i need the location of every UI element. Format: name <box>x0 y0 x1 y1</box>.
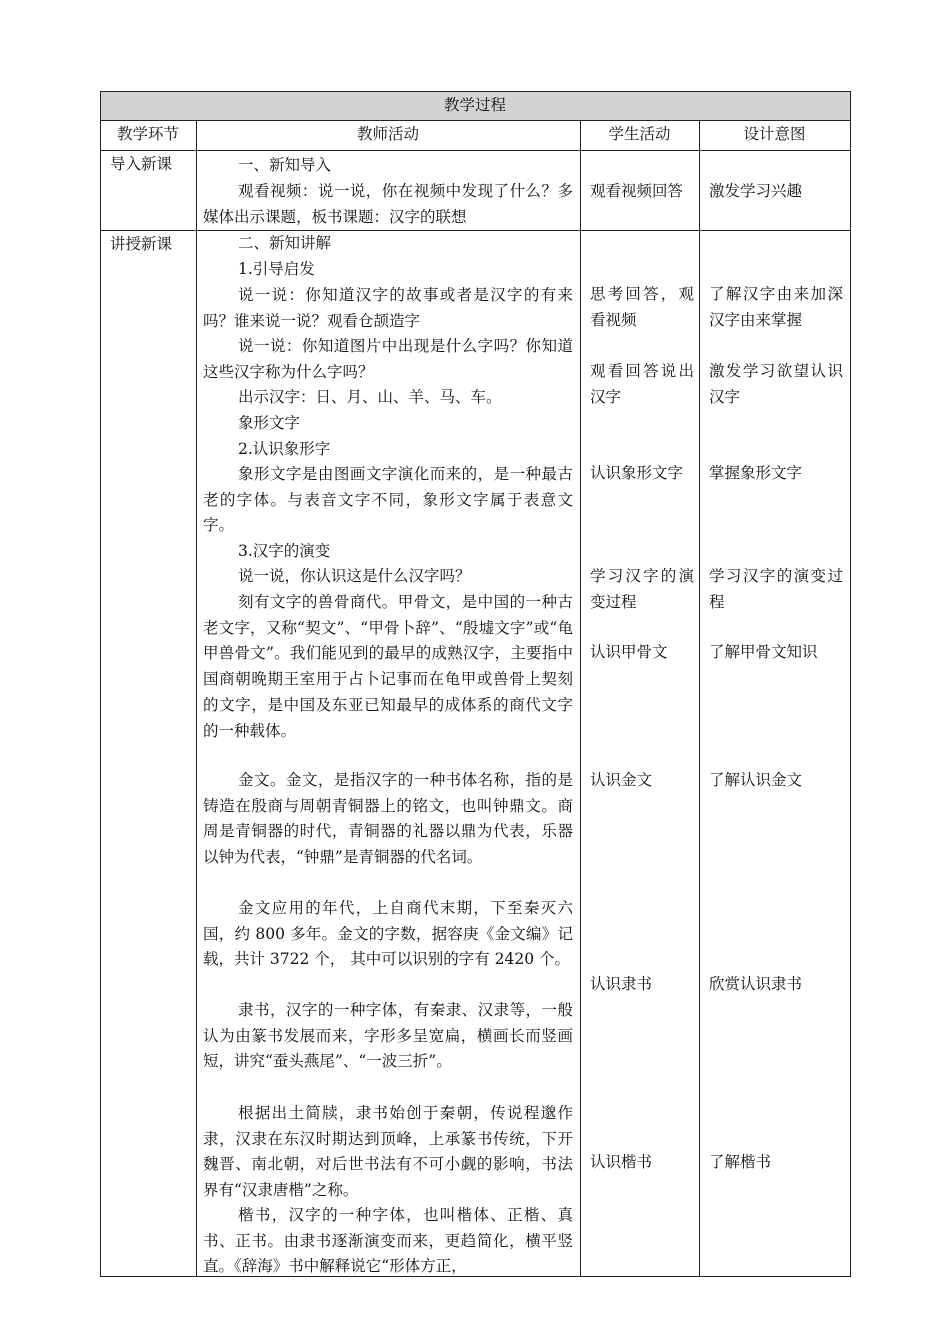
student-activity: 认识隶书 <box>590 975 653 993</box>
design-intent: 欣赏认识隶书 <box>709 975 803 993</box>
design-intent: 了解甲骨文知识 <box>709 643 818 661</box>
teacher-paragraph: 观看视频：说一说，你在视频中发现了什么？多媒体出示课题，板书课题：汉字的联想 <box>203 182 573 226</box>
teacher-paragraph: 出示汉字：日、月、山、羊、马、车。 <box>238 388 502 406</box>
table-border-left <box>100 91 101 1277</box>
student-activity: 观看回答说出汉字 <box>590 362 694 406</box>
teacher-paragraph: 1.引导启发 <box>238 260 315 278</box>
design-intent: 激发学习兴趣 <box>709 182 803 200</box>
teacher-paragraph: 金文。金文，是指汉字的一种书体名称，指的是铸造在殷商与周朝青铜器上的铭文，也叫钟鼎文。商周是青铜器的时代，青铜器的礼器以鼎为代表，乐器以钟为代表，“钟鼎”是青铜器的代名词。 <box>203 771 573 867</box>
teacher-paragraph: 说一说，你认识这是什么汉字吗？ <box>238 567 471 585</box>
teacher-paragraph: 楷书，汉字的一种字体，也叫楷体、正楷、真书、正书。由隶书逐渐演变而来，更趋简化，横平竖直。《辞海》书中解释说它“形体方正， <box>203 1206 573 1276</box>
table-title: 教学过程 <box>443 96 506 114</box>
student-activity: 认识甲骨文 <box>590 643 668 661</box>
design-intent: 激发学习欲望认识汉字 <box>709 362 843 406</box>
teacher-paragraph: 3.汉字的演变 <box>238 542 331 560</box>
student-activity: 认识楷书 <box>590 1153 653 1171</box>
teacher-paragraph: 根据出土简牍，隶书始创于秦朝，传说程邈作隶，汉隶在东汉时期达到顶峰，上承篆书传统，下开魏晋、南北朝，对后世书法有不可小觑的影响，书法界有“汉隶唐楷”之称。 <box>203 1104 573 1200</box>
table-rule <box>100 150 851 151</box>
teacher-paragraph: 说一说：你知道汉字的故事或者是汉字的有来吗？谁来说一说？观看仓颉造字 <box>203 286 573 330</box>
header-stage: 教学环节 <box>116 125 179 143</box>
teacher-paragraph: 隶书，汉字的一种字体，有秦隶、汉隶等，一般认为由篆书发展而来，字形多呈宽扁，横画长而竖画短，讲究“蚕头燕尾”、“一波三折”。 <box>203 1001 573 1071</box>
student-activity: 认识金文 <box>590 771 653 789</box>
column-divider <box>699 120 700 1277</box>
teacher-paragraph: 刻有文字的兽骨商代。甲骨文，是中国的一种古老文字，又称“契文”、“甲骨卜辞”、“殷墟文字”或“龟甲兽骨文”。我们能见到的最早的成熟汉字，主要指中国商朝晚期王室用于占卜记事而在龟甲或兽骨上契刻的文字，是中国及东亚已知最早的成体系的商代文字的一种载体。 <box>203 593 573 740</box>
design-intent: 了解汉字由来加深汉字由来掌握 <box>709 285 843 329</box>
teacher-paragraph: 象形文字是由图画文字演化而来的，是一种最古老的字体。与表音文字不同，象形文字属于表意文字。 <box>203 465 573 535</box>
stage-teaching: 讲授新课 <box>110 235 173 253</box>
table-border-right <box>850 91 851 1277</box>
student-activity: 认识象形文字 <box>590 464 684 482</box>
stage-intro: 导入新课 <box>110 155 173 173</box>
student-activity: 观看视频回答 <box>590 182 684 200</box>
column-divider <box>580 120 581 1277</box>
teacher-paragraph: 2.认识象形字 <box>238 440 331 458</box>
teacher-paragraph: 象形文字 <box>238 414 301 432</box>
teacher-paragraph: 金文应用的年代，上自商代末期，下至秦灭六国，约 800 多年。金文的字数，据容庚《金文编》记载，共计 3722 个， 其中可以识别的字有 2420 个。 <box>203 899 573 969</box>
teacher-paragraph: 一、新知导入 <box>238 156 332 174</box>
student-activity: 学习汉字的演变过程 <box>590 567 694 611</box>
design-intent: 了解认识金文 <box>709 771 803 789</box>
header-teacher: 教师活动 <box>356 125 419 143</box>
header-student: 学生活动 <box>608 125 671 143</box>
teacher-paragraph: 说一说：你知道图片中出现是什么字吗？你知道这些汉字称为什么字吗？ <box>203 337 573 381</box>
design-intent: 掌握象形文字 <box>709 464 803 482</box>
design-intent: 学习汉字的演变过程 <box>709 567 843 611</box>
header-design: 设计意图 <box>743 125 806 143</box>
design-intent: 了解楷书 <box>709 1153 772 1171</box>
column-divider <box>196 120 197 1277</box>
student-activity: 思考回答，观看视频 <box>590 285 694 329</box>
teacher-paragraph: 二、新知讲解 <box>238 234 332 252</box>
